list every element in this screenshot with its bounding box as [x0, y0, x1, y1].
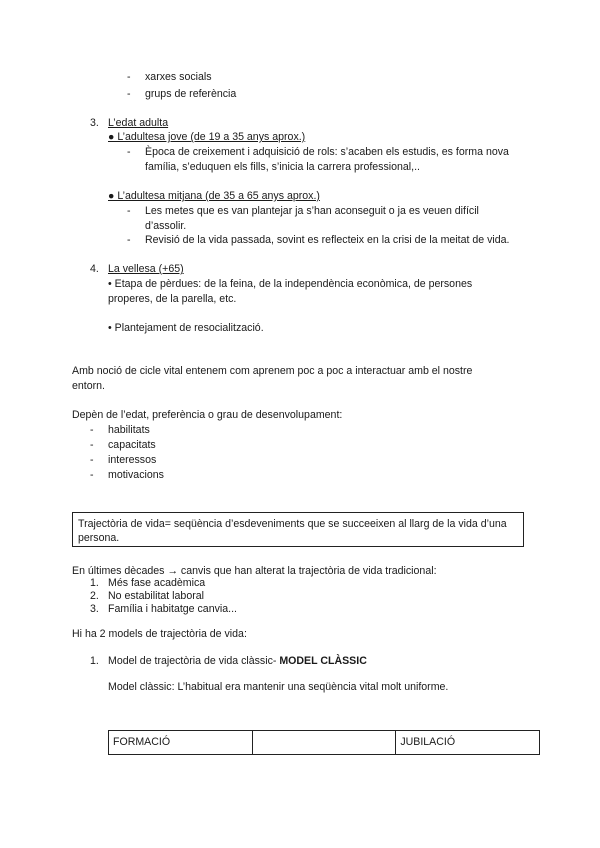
definition-text: Trajectòria de vida= seqüència d’esdeveniments que se succeeixen al llarg de la vida d’una persona. — [78, 518, 507, 544]
dash-marker: - — [127, 71, 131, 83]
paragraph-line: Depèn de l’edat, preferència o grau de desenvolupament: — [72, 409, 343, 421]
dash-marker: - — [90, 469, 94, 481]
list-item: No estabilitat laboral — [108, 590, 204, 602]
list-item: Família i habitatge canvia... — [108, 603, 237, 615]
list-number: 3. — [90, 603, 99, 615]
dash-marker: - — [127, 146, 131, 158]
list-item: d’assolir. — [145, 220, 187, 232]
table-row — [109, 731, 540, 755]
paragraph-line: Hi ha 2 models de trajectòria de vida: — [72, 628, 247, 640]
list-item: grups de referència — [145, 88, 237, 100]
list-item: habilitats — [108, 424, 150, 436]
paragraph-line: En últimes dècades → canvis que han alterat la trajectòria de vida tradicional: — [72, 565, 437, 577]
list-item: interessos — [108, 454, 157, 466]
list-item: família, s’eduquen els fills, s’inicia la carrera professional,.. — [145, 161, 420, 173]
list-item: Més fase acadèmica — [108, 577, 206, 589]
dash-marker: - — [90, 439, 94, 451]
bullet-line: • Etapa de pèrdues: de la feina, de la independència econòmica, de persones — [108, 278, 473, 290]
table-cell — [252, 731, 396, 755]
substage-heading: ● L’adultesa jove (de 19 a 35 anys aprox.) — [108, 131, 306, 143]
stage-number: 3. — [90, 117, 99, 129]
list-number: 1. — [90, 577, 99, 589]
bullet-line: properes, de la parella, etc. — [108, 293, 237, 305]
model-name: MODEL CLÀSSIC — [279, 655, 367, 667]
list-item: capacitats — [108, 439, 156, 451]
dash-marker: - — [90, 424, 94, 436]
dash-marker: - — [127, 88, 131, 100]
substage-heading: ● L’adultesa mitjana (de 35 a 65 anys aprox.) — [108, 190, 320, 202]
list-item: Les metes que es van plantejar ja s’han aconseguit o ja es veuen difícil — [145, 205, 479, 217]
dash-marker: - — [127, 234, 131, 246]
list-number: 2. — [90, 590, 99, 602]
list-item: motivacions — [108, 469, 164, 481]
dash-marker: - — [90, 454, 94, 466]
definition-box — [72, 512, 524, 547]
table-cell: JUBILACIÓ — [396, 731, 540, 755]
table-cell: FORMACIÓ — [109, 731, 253, 755]
model-item — [108, 654, 367, 669]
paragraph-line: Model clàssic: L’habitual era mantenir una seqüència vital molt uniforme. — [108, 681, 449, 693]
trajectory-table — [108, 730, 540, 755]
list-item: Revisió de la vida passada, sovint es reflecteix en la crisi de la meitat de vida. — [145, 234, 510, 246]
model-text: Model de trajectòria de vida clàssic- — [108, 655, 280, 667]
paragraph-line: Amb noció de cicle vital entenem com aprenem poc a poc a interactuar amb el nostre — [72, 365, 473, 377]
list-item: Època de creixement i adquisició de rols: s’acaben els estudis, es forma nova — [145, 146, 509, 158]
bullet-line: • Plantejament de resocialització. — [108, 322, 264, 334]
list-number: 1. — [90, 655, 99, 667]
stage-title: La vellesa (+65) — [108, 263, 184, 275]
paragraph-line: entorn. — [72, 380, 105, 392]
stage-number: 4. — [90, 263, 99, 275]
dash-marker: - — [127, 205, 131, 217]
list-item: xarxes socials — [145, 71, 212, 83]
stage-title: L’edat adulta — [108, 117, 169, 129]
